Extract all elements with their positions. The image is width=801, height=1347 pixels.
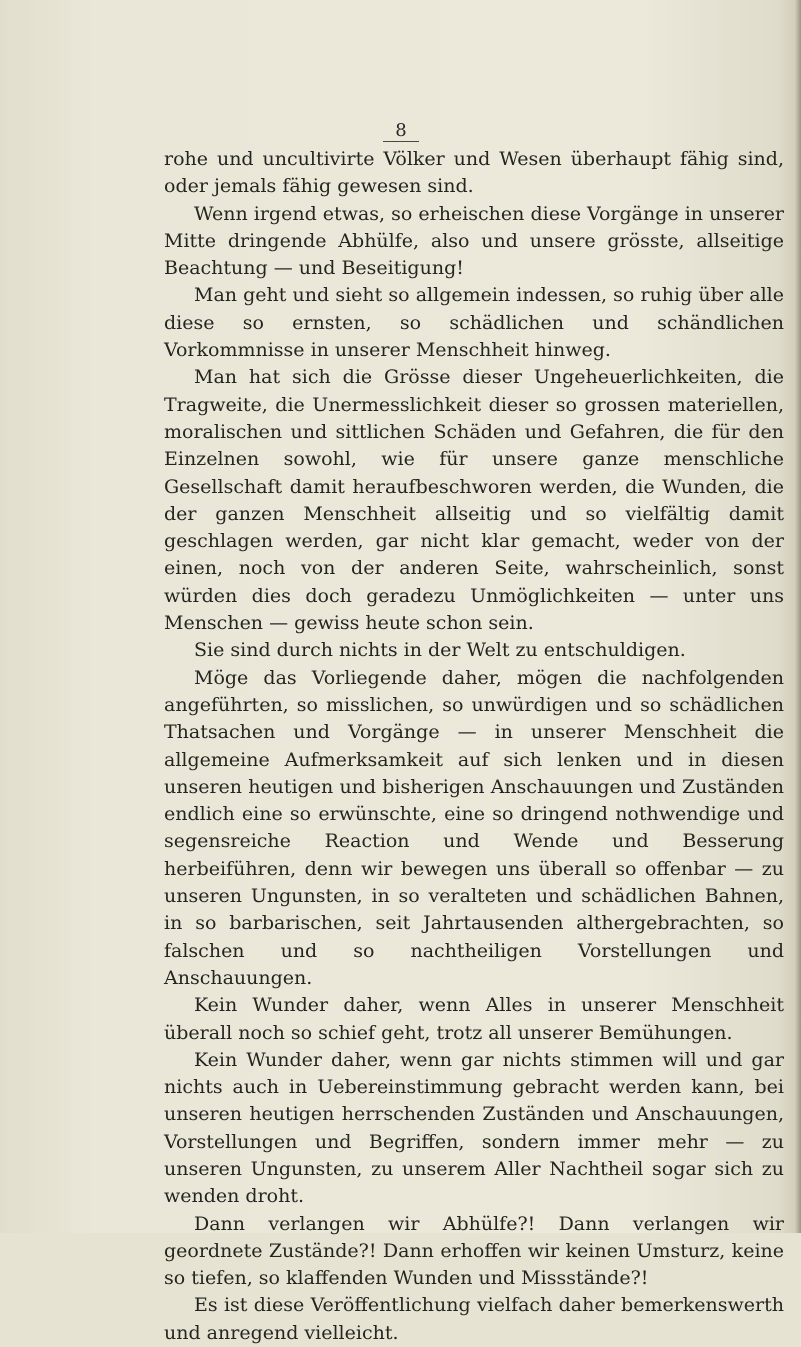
paragraph: Dann verlangen wir Abhülfe?! Dann verlangen wir geordnete Zustände?! Dann erhoffen wir keinen Umsturz, keine so tiefen, so klaffenden Wunden und Missstände?! — [164, 1212, 784, 1290]
paragraph: Es ist diese Veröffentlichung vielfach daher bemerkenswerth und anregend vielleicht. — [164, 1294, 784, 1344]
page-number: 8 — [383, 121, 419, 142]
paragraph: rohe und uncultivirte Völker und Wesen überhaupt fähig sind, oder jemals fähig gewesen sind. — [164, 148, 784, 198]
paragraph: Sie sind durch nichts in der Welt zu entschuldigen. — [194, 639, 686, 662]
paragraph: Man hat sich die Grösse dieser Ungeheuerlichkeiten, die Tragweite, die Unermesslichkeit dieser so grossen materiellen, moralischen und sittlichen Schäden und Gefahren, die für den Einzelnen sowohl, wie für unsere ganze menschliche Gesellschaft damit heraufbeschworen werden, die Wunden, die der ganzen Menschheit allseitig und so vielfältig damit geschlagen werden, gar nicht klar gemacht, weder von der einen, noch von der anderen Seite, wahrscheinlich, sonst würden dies doch geradezu Unmöglichkeiten — unter uns Menschen — gewiss heute schon sein. — [164, 366, 784, 635]
paragraph: Kein Wunder daher, wenn gar nichts stimmen will und gar nichts auch in Uebereinstimmung gebracht werden kann, bei unseren heutigen herrschenden Zuständen und Anschauungen, Vorstellungen und Begriffen, sondern immer mehr — zu unseren Ungunsten, zu unserem Aller Nachtheil sogar sich zu wenden droht. — [164, 1048, 784, 1208]
body-text — [164, 146, 784, 1347]
paragraph: Man geht und sieht so allgemein indessen, so ruhig über alle diese so ernsten, so schädlichen und schändlichen Vorkommnisse in unserer Menschheit hinweg. — [164, 284, 784, 362]
paragraph: Kein Wunder daher, wenn Alles in unserer Menschheit überall noch so schief geht, trotz all unserer Bemühungen. — [164, 994, 784, 1044]
paragraph: Möge das Vorliegende daher, mögen die nachfolgenden angeführten, so misslichen, so unwürdigen und so schädlichen Thatsachen und Vorgänge — in unserer Menschheit die allgemeine Aufmerksamkeit auf sich lenken und in diesen unseren heutigen und bisherigen Anschauungen und Zuständen endlich eine so erwünschte, eine so dringend nothwendige und segensreiche Reaction und Wende und Besserung herbeiführen, denn wir bewegen uns überall so offenbar — zu unseren Ungunsten, in so veralteten und schädlichen Bahnen, in so barbarischen, seit Jahrtausenden althergebrachten, so falschen und so nachtheiligen Vorstellungen und Anschauungen. — [164, 666, 784, 989]
page-edge-shadow — [795, 0, 801, 1233]
paragraph: Wenn irgend etwas, so erheischen diese Vorgänge in unserer Mitte dringende Abhülfe, also und unsere grösste, allseitige Beachtung — und Beseitigung! — [164, 202, 784, 280]
